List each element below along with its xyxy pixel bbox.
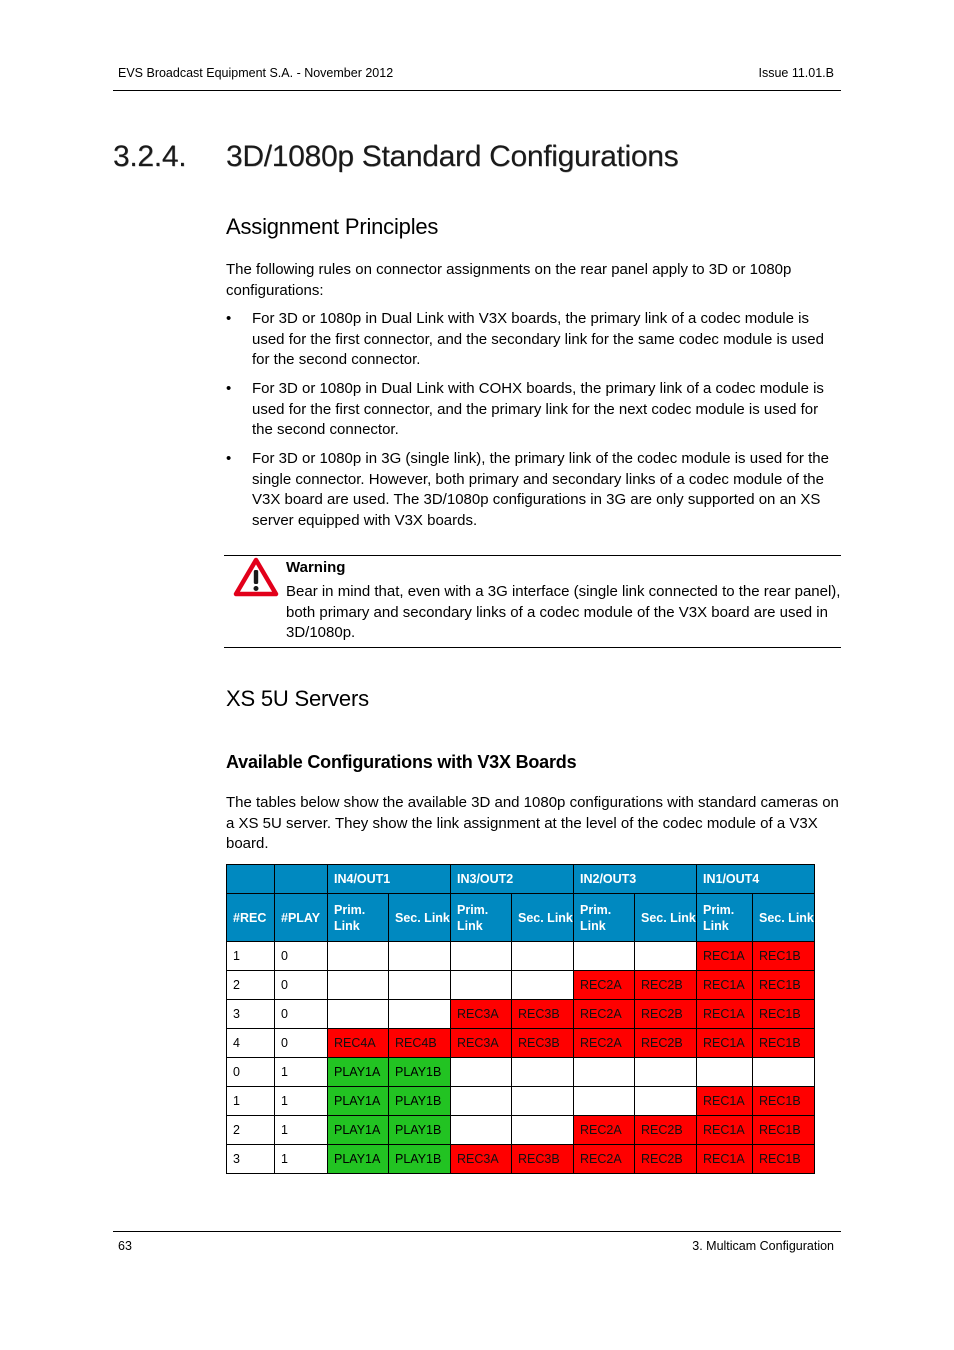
link-assignment-cell: PLAY1A [328, 1145, 389, 1174]
configuration-table [226, 864, 815, 1174]
header-issue: Issue 11.01.B [758, 66, 834, 80]
rec-count-cell: 1 [227, 942, 275, 971]
header-publisher: EVS Broadcast Equipment S.A. - November 2012 [118, 66, 394, 80]
link-assignment-cell: PLAY1B [389, 1116, 451, 1145]
play-count-header: #PLAY [275, 894, 328, 942]
link-assignment-cell: REC1B [753, 1029, 815, 1058]
link-assignment-cell: REC2B [635, 1145, 697, 1174]
link-assignment-cell [697, 1058, 753, 1087]
link-assignment-cell [451, 1116, 512, 1145]
link-assignment-cell [512, 1087, 574, 1116]
table-row [227, 1087, 815, 1116]
link-assignment-cell: REC2A [574, 971, 635, 1000]
play-count-cell: 1 [275, 1116, 328, 1145]
prim-link-header: Prim. Link [697, 894, 753, 942]
footer-rule [113, 1231, 841, 1232]
bullet-dot: • [226, 450, 232, 467]
bullet-text: For 3D or 1080p in Dual Link with V3X boards, the primary link of a codec module is used for the first connector, and the secondary link for the same codec module is used for the second connector. [252, 310, 824, 368]
table-row [227, 942, 815, 971]
link-assignment-cell: REC3B [512, 1000, 574, 1029]
table-row [227, 1145, 815, 1174]
link-assignment-cell: REC1A [697, 942, 753, 971]
table-row [227, 1116, 815, 1145]
link-assignment-cell: REC2B [635, 1116, 697, 1145]
link-assignment-cell: PLAY1B [389, 1058, 451, 1087]
warning-top-rule [224, 555, 841, 556]
play-count-cell: 0 [275, 1029, 328, 1058]
link-assignment-cell [574, 1087, 635, 1116]
link-assignment-cell [451, 942, 512, 971]
rec-count-cell: 4 [227, 1029, 275, 1058]
link-assignment-cell: REC2A [574, 1000, 635, 1029]
link-assignment-cell: REC2A [574, 1029, 635, 1058]
link-assignment-cell [328, 942, 389, 971]
bullet-item-3 [226, 449, 841, 531]
sec-link-header: Sec. Link [753, 894, 815, 942]
link-assignment-cell: REC3A [451, 1029, 512, 1058]
link-assignment-cell [451, 1058, 512, 1087]
table-row [227, 1000, 815, 1029]
link-assignment-cell [389, 971, 451, 1000]
link-assignment-cell [512, 1058, 574, 1087]
bullet-text: For 3D or 1080p in Dual Link with COHX boards, the primary link of a codec module is used for the first connector, and the primary link for the next codec module is used for the second connector. [252, 380, 824, 438]
link-assignment-cell: REC1A [697, 1029, 753, 1058]
link-assignment-cell [635, 942, 697, 971]
sec-link-header: Sec. Link [512, 894, 574, 942]
link-assignment-cell [753, 1058, 815, 1087]
link-assignment-cell: REC1B [753, 1087, 815, 1116]
link-assignment-cell: REC2A [574, 1145, 635, 1174]
link-assignment-cell: REC1A [697, 1145, 753, 1174]
link-assignment-cell [389, 942, 451, 971]
link-assignment-cell [328, 1000, 389, 1029]
link-assignment-cell: REC3B [512, 1029, 574, 1058]
link-assignment-cell: REC2A [574, 1116, 635, 1145]
prim-link-header: Prim. Link [328, 894, 389, 942]
page-number: 63 [118, 1239, 132, 1253]
warning-bottom-rule [224, 647, 841, 648]
link-assignment-cell: REC1A [697, 1087, 753, 1116]
rec-count-cell: 2 [227, 971, 275, 1000]
warning-title: Warning [286, 559, 346, 576]
table-body [227, 942, 815, 1174]
bullet-dot: • [226, 310, 232, 327]
link-assignment-cell [574, 942, 635, 971]
prim-link-header: Prim. Link [451, 894, 512, 942]
link-assignment-cell: REC3B [512, 1145, 574, 1174]
rec-count-cell: 3 [227, 1145, 275, 1174]
xs5u-heading: XS 5U Servers [226, 686, 369, 711]
rec-count-header: #REC [227, 894, 275, 942]
link-assignment-cell: PLAY1B [389, 1145, 451, 1174]
bullet-text: For 3D or 1080p in 3G (single link), the primary link of the codec module is used for the single connector. However, both primary and secondary links of a codec module of the V3X board are used. The 3D/1080p configurations in 3G are only supported on an XS server equipped with V3X boards. [252, 450, 829, 529]
bullet-item-1 [226, 309, 841, 371]
link-assignment-cell [451, 971, 512, 1000]
link-assignment-cell: PLAY1B [389, 1087, 451, 1116]
rec-count-cell: 2 [227, 1116, 275, 1145]
link-assignment-cell: PLAY1A [328, 1116, 389, 1145]
table-row [227, 1058, 815, 1087]
link-assignment-cell: PLAY1A [328, 1087, 389, 1116]
chapter-name: 3. Multicam Configuration [692, 1239, 834, 1253]
link-assignment-cell: REC3A [451, 1000, 512, 1029]
table-row [227, 1029, 815, 1058]
link-assignment-cell: REC1B [753, 942, 815, 971]
rec-count-cell: 1 [227, 1087, 275, 1116]
v3x-subheading: Available Configurations with V3X Boards [226, 752, 577, 772]
empty-header-cell [275, 865, 328, 894]
link-assignment-cell [635, 1087, 697, 1116]
play-count-cell: 0 [275, 942, 328, 971]
link-assignment-cell [512, 1116, 574, 1145]
link-assignment-cell [328, 971, 389, 1000]
group-header-in1-out4: IN1/OUT4 [697, 865, 815, 894]
link-assignment-cell [389, 1000, 451, 1029]
link-assignment-cell: PLAY1A [328, 1058, 389, 1087]
empty-header-cell [227, 865, 275, 894]
link-assignment-cell: REC2B [635, 971, 697, 1000]
bullet-item-2 [226, 379, 841, 441]
link-assignment-cell [574, 1058, 635, 1087]
assignment-intro: The following rules on connector assignments on the rear panel apply to 3D or 1080p configurations: [226, 261, 792, 299]
assignment-heading: Assignment Principles [226, 214, 439, 239]
header-rule [113, 90, 841, 91]
link-assignment-cell: REC2B [635, 1029, 697, 1058]
link-assignment-cell: REC2B [635, 1000, 697, 1029]
sec-link-header: Sec. Link [635, 894, 697, 942]
play-count-cell: 1 [275, 1087, 328, 1116]
link-assignment-cell: REC1B [753, 1116, 815, 1145]
link-assignment-cell [512, 942, 574, 971]
group-header-in3-out2: IN3/OUT2 [451, 865, 574, 894]
link-assignment-cell [451, 1087, 512, 1116]
link-assignment-cell: REC1A [697, 971, 753, 1000]
link-assignment-cell [635, 1058, 697, 1087]
section-number: 3.2.4. [113, 140, 187, 173]
link-assignment-cell: REC4B [389, 1029, 451, 1058]
section-title: 3D/1080p Standard Configurations [226, 140, 679, 173]
play-count-cell: 0 [275, 971, 328, 1000]
link-assignment-cell: REC1B [753, 1000, 815, 1029]
link-assignment-cell: REC1B [753, 1145, 815, 1174]
prim-link-header: Prim. Link [574, 894, 635, 942]
xs5u-intro: The tables below show the available 3D and 1080p configurations with standard cameras on a XS 5U server. They show the link assignment at the level of the codec module of a V3X board. [226, 794, 839, 852]
rec-count-cell: 3 [227, 1000, 275, 1029]
group-header-in4-out1: IN4/OUT1 [328, 865, 451, 894]
sec-link-header: Sec. Link [389, 894, 451, 942]
link-assignment-cell: REC4A [328, 1029, 389, 1058]
link-assignment-cell [512, 971, 574, 1000]
link-assignment-cell: REC1A [697, 1000, 753, 1029]
table-group-header-row [227, 865, 815, 894]
warning-triangle-icon [233, 557, 279, 597]
link-assignment-cell: REC1A [697, 1116, 753, 1145]
warning-body: Bear in mind that, even with a 3G interface (single link connected to the rear panel), both primary and secondary links of a codec module of the V3X board are used in 3D/1080p. [286, 583, 841, 641]
play-count-cell: 0 [275, 1000, 328, 1029]
group-header-in2-out3: IN2/OUT3 [574, 865, 697, 894]
bullet-dot: • [226, 380, 232, 397]
link-assignment-cell: REC3A [451, 1145, 512, 1174]
rec-count-cell: 0 [227, 1058, 275, 1087]
table-row [227, 971, 815, 1000]
play-count-cell: 1 [275, 1145, 328, 1174]
table-sub-header-row [227, 894, 815, 942]
link-assignment-cell: REC1B [753, 971, 815, 1000]
play-count-cell: 1 [275, 1058, 328, 1087]
